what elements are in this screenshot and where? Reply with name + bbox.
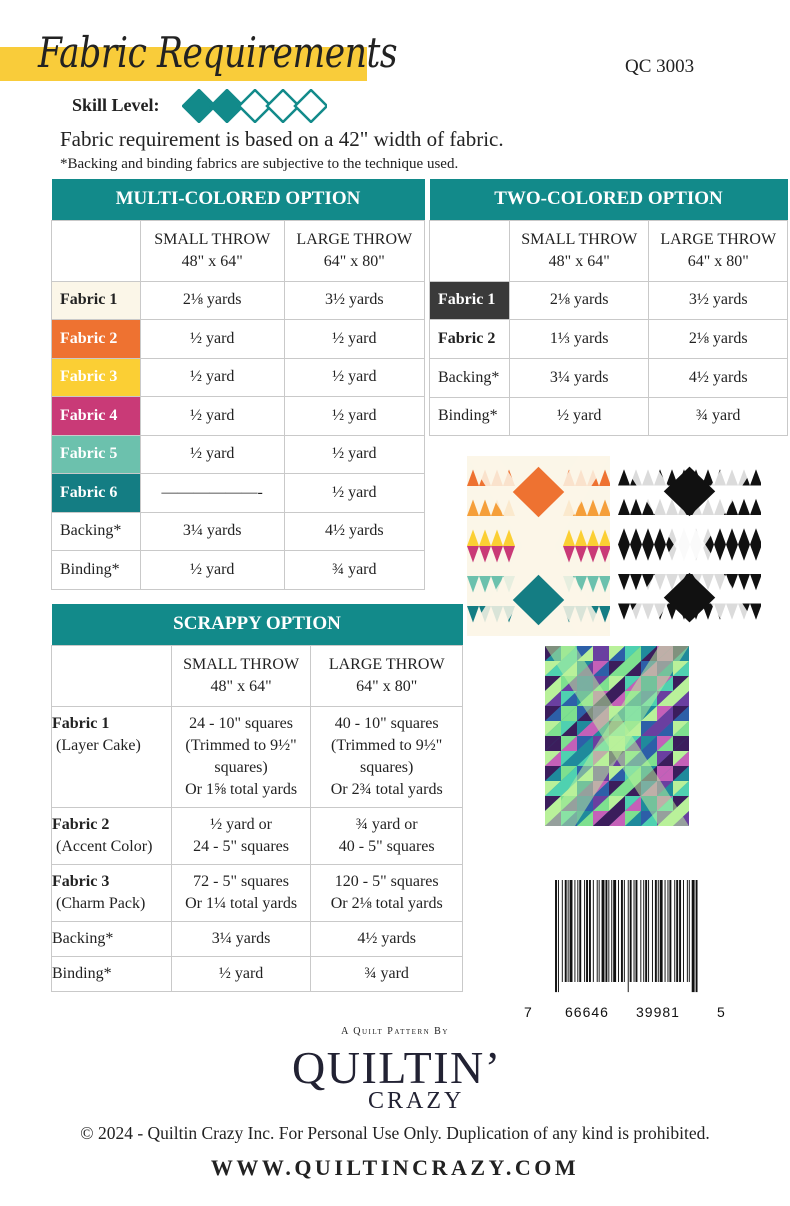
table-row [52, 864, 463, 921]
corner-cell [52, 645, 172, 706]
fabric-label: Fabric 2 [430, 320, 510, 359]
column-header: SMALL THROW 48" x 64" [509, 220, 649, 281]
fabric-label: Fabric 1 [430, 281, 510, 320]
table-row [430, 320, 788, 359]
table-title: TWO-COLORED OPTION [430, 179, 788, 220]
large-throw-amount: ½ yard [284, 397, 424, 436]
small-throw-amount: 3¼ yards [171, 921, 311, 956]
fabric-label: Fabric 1 (Layer Cake) [52, 706, 172, 807]
large-throw-amount: 4½ yards [284, 512, 424, 551]
fabric-label: Fabric 2 [52, 320, 141, 359]
large-throw-amount: ¾ yard [649, 397, 788, 436]
fabric-label: Fabric 4 [52, 397, 141, 436]
small-throw-amount: 24 - 10" squares (Trimmed to 9½" squares) Or 1⅝ total yards [171, 706, 311, 807]
barcode-digit: 7 [524, 1004, 532, 1020]
large-throw-amount: 4½ yards [311, 921, 463, 956]
large-throw-amount: 120 - 5" squares Or 2⅛ total yards [311, 864, 463, 921]
column-header: SMALL THROW 48" x 64" [171, 645, 311, 706]
column-header: LARGE THROW 64" x 80" [649, 220, 788, 281]
large-throw-amount: ½ yard [284, 358, 424, 397]
fabric-label: Binding* [52, 956, 172, 991]
fabric-label: Fabric 1 [52, 281, 141, 320]
multi-colored-table [51, 179, 425, 590]
two-colored-table [429, 179, 788, 436]
corner-cell [430, 220, 510, 281]
table-title: MULTI-COLORED OPTION [52, 179, 425, 220]
large-throw-amount: ¾ yard [311, 956, 463, 991]
small-throw-amount: ½ yard [140, 320, 284, 359]
column-header: LARGE THROW 64" x 80" [311, 645, 463, 706]
small-throw-amount: ½ yard or 24 - 5" squares [171, 807, 311, 864]
fabric-label: Backing* [52, 512, 141, 551]
table-row [52, 474, 425, 513]
small-throw-amount: ½ yard [140, 551, 284, 590]
barcode-digit: 5 [717, 1004, 725, 1020]
fabric-label: Backing* [52, 921, 172, 956]
fabric-label: Fabric 5 [52, 435, 141, 474]
table-title: SCRAPPY OPTION [52, 604, 463, 645]
small-throw-amount: 2⅛ yards [140, 281, 284, 320]
backing-note: *Backing and binding fabrics are subjective to the technique used. [60, 156, 459, 172]
table-row [52, 281, 425, 320]
table-row [52, 320, 425, 359]
fabric-label: Fabric 3 (Charm Pack) [52, 864, 172, 921]
small-throw-amount: ——————- [140, 474, 284, 513]
large-throw-amount: 3½ yards [284, 281, 424, 320]
fabric-label: Binding* [52, 551, 141, 590]
large-throw-amount: ½ yard [284, 435, 424, 474]
large-throw-amount: ¾ yard or 40 - 5" squares [311, 807, 463, 864]
barcode-digit: 66646 [565, 1004, 609, 1020]
small-throw-amount: ½ yard [171, 956, 311, 991]
copyright-notice: © 2024 - Quiltin Crazy Inc. For Personal Use Only. Duplication of any kind is prohibited. [80, 1123, 710, 1143]
barcode-digit: 39981 [636, 1004, 680, 1020]
table-row [52, 956, 463, 991]
small-throw-amount: 3¼ yards [509, 358, 649, 397]
large-throw-amount: ½ yard [284, 474, 424, 513]
table-row [52, 706, 463, 807]
table-row [52, 551, 425, 590]
table-row [52, 358, 425, 397]
small-throw-amount: 3¼ yards [140, 512, 284, 551]
table-row [430, 358, 788, 397]
skill-level-diamonds [182, 89, 327, 123]
large-throw-amount: 4½ yards [649, 358, 788, 397]
column-header: LARGE THROW 64" x 80" [284, 220, 424, 281]
website-link[interactable]: WWW.QUILTINCRAZY.COM [210, 1155, 580, 1180]
skill-diamond-empty [295, 90, 327, 122]
table-row [430, 281, 788, 320]
table-row [52, 397, 425, 436]
table-row [52, 435, 425, 474]
fabric-label: Binding* [430, 397, 510, 436]
small-throw-amount: ½ yard [140, 397, 284, 436]
table-row [52, 921, 463, 956]
corner-cell [52, 220, 141, 281]
two-colored-quilt-image [618, 456, 761, 633]
barcode-image [520, 880, 730, 998]
table-row [52, 807, 463, 864]
logo-crazy: CRAZY [368, 1088, 465, 1114]
fabric-label: Backing* [430, 358, 510, 397]
large-throw-amount: 2⅛ yards [649, 320, 788, 359]
small-throw-amount: 2⅛ yards [509, 281, 649, 320]
width-note: Fabric requirement is based on a 42" width of fabric. [60, 127, 504, 151]
scrappy-quilt-image [545, 646, 689, 826]
pattern-code: QC 3003 [625, 56, 695, 77]
fabric-label: Fabric 6 [52, 474, 141, 513]
large-throw-amount: 40 - 10" squares (Trimmed to 9½" squares) Or 2¾ total yards [311, 706, 463, 807]
page-title: Fabric Requirements [38, 28, 398, 77]
table-row [430, 397, 788, 436]
table-row [52, 512, 425, 551]
logo-quiltin: QUILTIN’ [292, 1042, 502, 1093]
large-throw-amount: ¾ yard [284, 551, 424, 590]
large-throw-amount: 3½ yards [649, 281, 788, 320]
column-header: SMALL THROW 48" x 64" [140, 220, 284, 281]
multi-colored-quilt-image [467, 456, 610, 636]
small-throw-amount: ½ yard [140, 358, 284, 397]
small-throw-amount: ½ yard [140, 435, 284, 474]
scrappy-table [51, 604, 463, 992]
small-throw-amount: 1⅓ yards [509, 320, 649, 359]
byline: A Quilt Pattern By [341, 1026, 449, 1037]
small-throw-amount: 72 - 5" squares Or 1¼ total yards [171, 864, 311, 921]
large-throw-amount: ½ yard [284, 320, 424, 359]
small-throw-amount: ½ yard [509, 397, 649, 436]
fabric-label: Fabric 3 [52, 358, 141, 397]
fabric-label: Fabric 2 (Accent Color) [52, 807, 172, 864]
skill-level-label: Skill Level: [72, 95, 160, 115]
